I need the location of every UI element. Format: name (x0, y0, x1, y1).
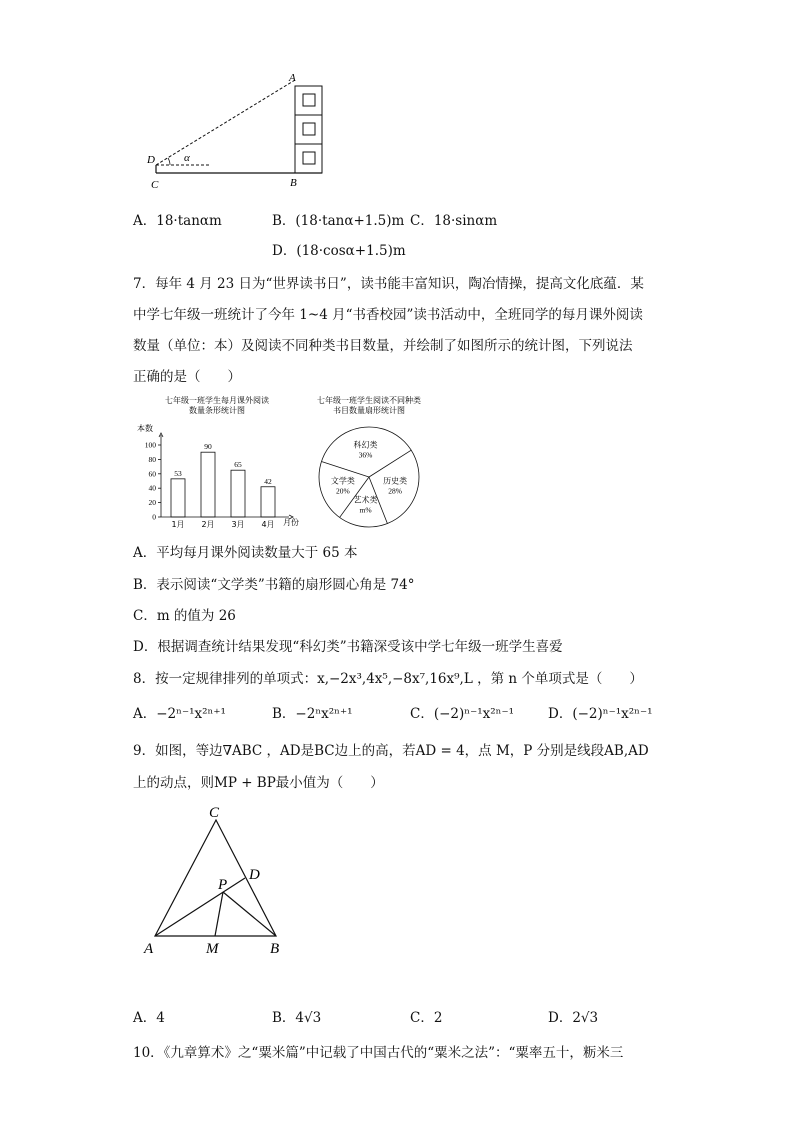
bar-category-label: 4月 (261, 520, 275, 529)
q9-option-a: A．4 (133, 1010, 165, 1026)
q8-option-b: B．−2ⁿx²ⁿ⁺¹ (272, 706, 353, 722)
q9-label-a: A (144, 941, 154, 957)
q8-option-d: D．(−2)ⁿ⁻¹x²ⁿ⁻¹ (548, 706, 653, 722)
pie-slice-label: 文学类 (330, 476, 355, 486)
bar (201, 452, 215, 517)
q9-stem-line2: 上的动点，则MP + BP最小值为（ ） (133, 775, 384, 791)
bar-value-label: 53 (174, 468, 182, 478)
pie-chart-title-1: 七年级一班学生阅读不同种类 (317, 396, 421, 405)
q7-stem-line1: 7．每年 4 月 23 日为“世界读书日”，读书能丰富知识，陶冶情操，提高文化底蕴．某 (133, 276, 644, 292)
q9-label-p: P (218, 877, 228, 893)
q6-figure (140, 68, 340, 190)
q6-option-b: B．(18·tanα+1.5)m (272, 213, 405, 229)
bar-value-label: 65 (234, 460, 242, 470)
bar-y-tick-label: 60 (148, 469, 156, 479)
bar-y-tick-label: 80 (148, 454, 156, 464)
bar-y-tick-label: 0 (152, 512, 156, 522)
q9-label-c: C (209, 805, 220, 821)
q7-option-c: C．m 的值为 26 (133, 608, 236, 624)
q7-stem-line2: 中学七年级一班统计了今年 1~4 月“书香校园”读书活动中，全班同学的每月课外阅读 (133, 307, 643, 323)
q6-label-c: C (151, 179, 159, 190)
pie-slice-label: 科幻类 (353, 440, 378, 450)
q6-label-a: A (289, 72, 296, 84)
pie-slice-value: 36% (358, 450, 373, 460)
bar (171, 479, 185, 517)
q9-triangle-figure (140, 800, 300, 960)
q9-option-d: D．2√3 (548, 1010, 599, 1026)
bar-category-label: 1月 (171, 520, 185, 529)
pie-slice-value: 28% (388, 486, 403, 496)
pie-slice-edge (321, 462, 369, 477)
q6-option-d: D．(18·cosα+1.5)m (272, 243, 406, 259)
q7-stem-line4: 正确的是（ ） (133, 369, 241, 385)
bar-value-label: 42 (264, 476, 272, 486)
q6-label-d: D (147, 154, 155, 166)
bar (231, 470, 245, 517)
pie-slice-value: m% (359, 505, 372, 515)
bar (261, 487, 275, 517)
q9-stem-line1: 9．如图，等边∇ABC ，AD是BC边上的高，若AD = 4，点 M，P 分别是线段AB,AD (133, 743, 649, 759)
q6-label-alpha: α (184, 152, 190, 164)
bar-chart-ylabel: 本数 (137, 424, 153, 433)
pie-slice-label: 历史类 (383, 476, 408, 486)
q7-bar-chart (135, 392, 310, 530)
q7-stem-line3: 数量（单位：本）及阅读不同种类书目数量，并绘制了如图所示的统计图，下列说法 (133, 338, 633, 354)
q8-stem: 8．按一定规律排列的单项式：x,−2x³,4x⁵,−8x⁷,16x⁹,L ，第 n 个单项式是（ ） (133, 671, 643, 687)
bar-chart-xlabel: 月份 (283, 518, 299, 527)
q9-option-b: B．4√3 (272, 1010, 322, 1026)
q9-label-d: D (249, 867, 260, 883)
q6-label-b: B (290, 177, 297, 189)
q8-option-a: A．−2ⁿ⁻¹x²ⁿ⁺¹ (133, 706, 226, 722)
bar-y-tick-label: 40 (148, 483, 156, 493)
bar-y-tick-label: 20 (148, 498, 156, 508)
pie-chart-title-2: 书目数量扇形统计图 (333, 406, 405, 415)
q7-option-a: A．平均每月课外阅读数量大于 65 本 (133, 545, 358, 561)
q7-pie-chart (305, 392, 445, 532)
pie-slice-label: 艺术类 (353, 495, 378, 505)
q9-option-c: C．2 (410, 1010, 443, 1026)
bar-category-label: 3月 (231, 520, 245, 529)
q7-option-d: D．根据调查统计结果发现“科幻类”书籍深受该中学七年级一班学生喜爱 (133, 639, 563, 655)
bar-value-label: 90 (204, 442, 212, 452)
q8-option-c: C．(−2)ⁿ⁻¹x²ⁿ⁻¹ (410, 706, 515, 722)
q10-stem-line1: 10．《九章算术》之“粟米篇”中记载了中国古代的“粟米之法”：“粟率五十，粝米三 (133, 1045, 624, 1061)
q9-label-m: M (206, 941, 219, 957)
pie-slice-edge (369, 450, 411, 477)
bar-chart-title-1: 七年级一班学生每月课外阅读 (165, 396, 269, 405)
q6-option-c: C．18·sinαm (410, 213, 498, 229)
bar-category-label: 2月 (201, 520, 215, 529)
q7-option-b: B．表示阅读“文学类”书籍的扇形圆心角是 74° (133, 577, 415, 593)
bar-y-tick-label: 100 (144, 440, 156, 450)
q9-label-b: B (270, 941, 280, 957)
bar-chart-title-2: 数量条形统计图 (189, 406, 245, 415)
pie-slice-value: 20% (335, 486, 350, 496)
q6-option-a: A．18·tanαm (133, 213, 222, 229)
